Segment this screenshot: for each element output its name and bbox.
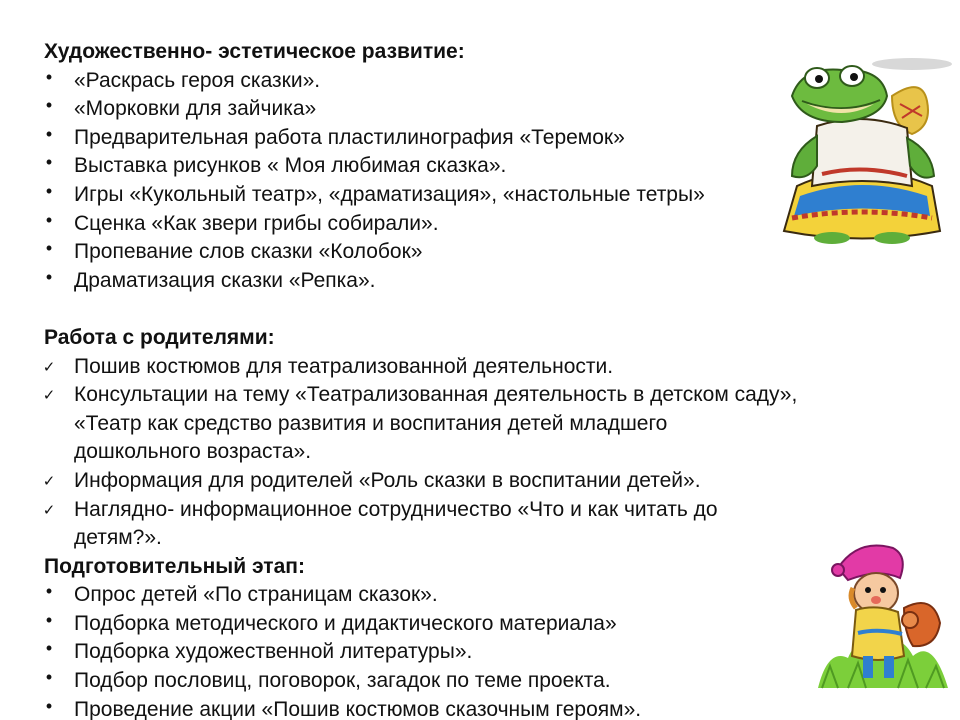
bullet-icon: • xyxy=(45,152,53,173)
bullet-icon: • xyxy=(45,667,53,688)
bullet-icon: • xyxy=(45,123,53,144)
bullet-icon: • xyxy=(45,180,53,201)
bullet-icon: • xyxy=(45,95,53,116)
list-item-text: Проведение акции «Пошив костюмов сказочным героям». xyxy=(74,697,642,720)
list-item xyxy=(44,610,924,639)
list-item xyxy=(44,496,924,525)
bullet-icon: • xyxy=(45,66,53,87)
section-heading: Художественно- эстетическое развитие: xyxy=(44,40,465,63)
list-item xyxy=(44,267,924,296)
frog-illustration-icon xyxy=(762,56,960,246)
list-item-text: Подбор пословиц, поговорок, загадок по теме проекта. xyxy=(74,669,611,693)
section-heading: Подготовительный этап: xyxy=(44,554,305,578)
bullet-icon: • xyxy=(45,581,53,602)
bullet-icon: • xyxy=(45,209,53,230)
list-item xyxy=(44,353,924,382)
list-item-continuation: детям?». xyxy=(74,526,162,550)
list-item-text: Подборка методического и дидактического материала» xyxy=(74,611,617,635)
bullet-icon: • xyxy=(45,638,53,659)
list-item-text: Сценка «Как звери грибы собирали». xyxy=(74,211,439,235)
checkmark-bullet-icon: ✓ xyxy=(42,472,56,490)
list-item xyxy=(44,696,924,720)
list-item-text: Предварительная работа пластилинография «Теремок» xyxy=(74,125,625,149)
list-item-continuation: «Театр как средство развития и воспитания детей младшего xyxy=(74,411,668,435)
bullet-icon: • xyxy=(45,266,53,287)
list-item-text: Информация для родителей «Роль сказки в воспитании детей». xyxy=(74,468,701,492)
list-item-text: «Раскрась героя сказки». xyxy=(74,68,321,92)
list-item-continuation: дошкольного возраста». xyxy=(74,440,312,464)
list-item-text: Наглядно- информационное сотрудничество «Что и как читать до xyxy=(74,497,718,521)
list-item-text: Подборка художественной литературы». xyxy=(74,640,473,664)
list-item xyxy=(44,381,924,410)
bullet-icon: • xyxy=(45,238,53,259)
list-item xyxy=(44,581,924,610)
list-item-text: Выставка рисунков « Моя любимая сказка». xyxy=(74,154,507,178)
list-item-text: Игры «Кукольный театр», «драматизация», «настольные тетры» xyxy=(74,182,705,206)
list-item-text: Консультации на тему «Театрализованная деятельность в детском саду», xyxy=(74,383,798,407)
section-heading: Работа с родителями: xyxy=(44,325,275,349)
list-item-text: Пропевание слов сказки «Колобок» xyxy=(74,240,423,264)
bullet-icon: • xyxy=(45,695,53,716)
list-item xyxy=(44,638,924,667)
checkmark-bullet-icon: ✓ xyxy=(42,358,56,376)
section-spacer xyxy=(44,295,924,324)
checkmark-bullet-icon: ✓ xyxy=(42,501,56,519)
gnome-illustration-icon xyxy=(808,538,958,698)
bullet-icon: • xyxy=(45,609,53,630)
list-item-text: Драматизация сказки «Репка». xyxy=(74,268,376,292)
list-item-text: «Морковки для зайчика» xyxy=(74,97,317,121)
checkmark-bullet-icon: ✓ xyxy=(42,387,56,405)
list-item xyxy=(44,667,924,696)
list-item-text: Пошив костюмов для театрализованной деятельности. xyxy=(74,354,614,378)
list-item xyxy=(44,467,924,496)
list-item-text: Опрос детей «По страницам сказок». xyxy=(74,583,438,607)
